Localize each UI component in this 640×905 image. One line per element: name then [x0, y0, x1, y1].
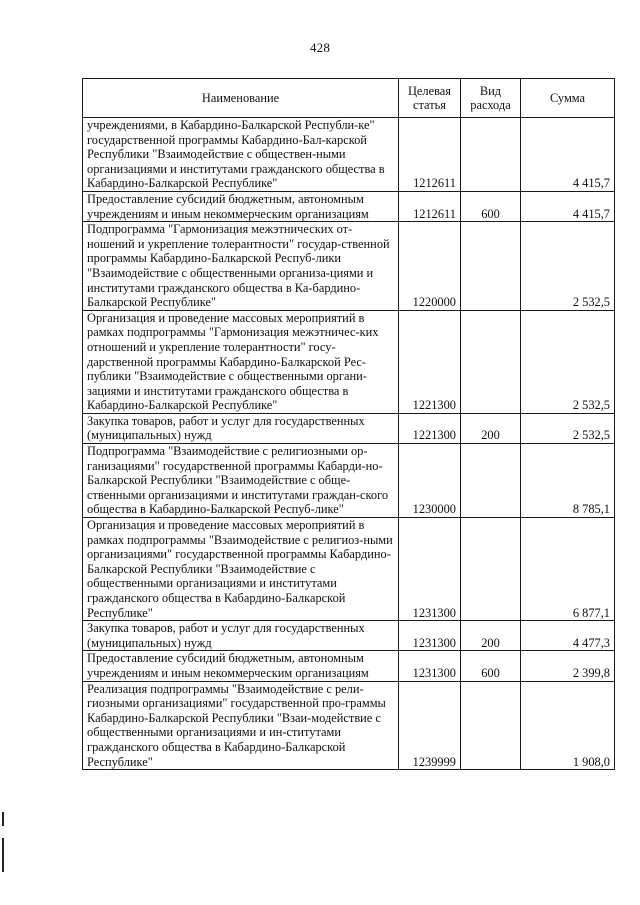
row-sum: 4 415,7 — [521, 191, 615, 221]
row-sum: 2 532,5 — [521, 413, 615, 443]
header-target-article: Целевая статья — [399, 79, 461, 118]
row-target-article: 1231300 — [399, 651, 461, 681]
row-sum: 2 399,8 — [521, 651, 615, 681]
row-name: Организация и проведение массовых мероприятий в рамках подпрограммы "Гармонизация межэтничес-ких отношений и укрепление толерантности" госу-дарственной программы Кабардино-Балкарской Рес-публики "Взаимодействие с общественными органи-зациями и институтами гражданского общества в Кабардино-Балкарской Республике" — [83, 310, 399, 413]
table-row — [83, 191, 615, 221]
row-sum: 6 877,1 — [521, 518, 615, 621]
row-sum: 2 532,5 — [521, 310, 615, 413]
table-row — [83, 444, 615, 518]
row-target-article: 1221300 — [399, 413, 461, 443]
row-sum: 4 415,7 — [521, 118, 615, 192]
table-row — [83, 118, 615, 192]
row-name: Реализация подпрограммы "Взаимодействие с рели-гиозными организациями" государственной про-граммы Кабардино-Балкарской Республики "Взаи-модействие с общественными организациями и ин-ститутами гражданского общества в Кабардино-Балкарской Республике" — [83, 681, 399, 770]
table-row — [83, 222, 615, 311]
row-name: Подпрограмма "Гармонизация межэтнических от-ношений и укрепление толерантности" государ-ственной программы Кабардино-Балкарской Респуб-лики "Взаимодействие с общественными организа-циями и институтами гражданского общества в Ка-бардино-Балкарской Республике" — [83, 222, 399, 311]
row-target-article: 1231300 — [399, 621, 461, 651]
row-target-article: 1239999 — [399, 681, 461, 770]
row-target-article: 1212611 — [399, 191, 461, 221]
row-name: Предоставление субсидий бюджетным, автономным учреждениям и иным некоммерческим организациям — [83, 651, 399, 681]
row-name: учреждениями, в Кабардино-Балкарской Республи-ке" государственной программы Кабардино-Бал-карской Республики "Взаимодействие с обществен-ными организациями и институтами гражданского общества в Кабардино-Балкарской Республике" — [83, 118, 399, 192]
header-name: Наименование — [83, 79, 399, 118]
row-target-article: 1231300 — [399, 518, 461, 621]
row-expense-type — [461, 222, 521, 311]
table-row — [83, 413, 615, 443]
margin-binding-mark — [2, 838, 4, 872]
row-expense-type — [461, 444, 521, 518]
row-expense-type — [461, 681, 521, 770]
table-row — [83, 518, 615, 621]
row-name: Закупка товаров, работ и услуг для государственных (муниципальных) нужд — [83, 413, 399, 443]
row-name: Подпрограмма "Взаимодействие с религиозными ор-ганизациями" государственной программы Кабарди-но-Балкарской Республики "Взаимодействие с обще-ственными организациями и институтами граждан-ского общества в Кабардино-Балкарской Респуб-лике" — [83, 444, 399, 518]
row-expense-type: 600 — [461, 191, 521, 221]
row-expense-type: 200 — [461, 621, 521, 651]
row-target-article: 1220000 — [399, 222, 461, 311]
budget-table — [82, 78, 615, 770]
row-name: Предоставление субсидий бюджетным, автономным учреждениям и иным некоммерческим организациям — [83, 191, 399, 221]
row-sum: 8 785,1 — [521, 444, 615, 518]
row-name: Организация и проведение массовых мероприятий в рамках подпрограммы "Взаимодействие с религиоз-ными организациями" государственной программы Кабардино-Балкарской Республики "Взаимодействие с общественными организациями и институтами гражданского общества в Кабардино-Балкарской Республике" — [83, 518, 399, 621]
row-expense-type: 200 — [461, 413, 521, 443]
row-expense-type: 600 — [461, 651, 521, 681]
header-expense-type: Вид расхода — [461, 79, 521, 118]
row-target-article: 1230000 — [399, 444, 461, 518]
table-row — [83, 310, 615, 413]
row-target-article: 1212611 — [399, 118, 461, 192]
table-header-row — [83, 79, 615, 118]
row-sum: 1 908,0 — [521, 681, 615, 770]
row-target-article: 1221300 — [399, 310, 461, 413]
row-expense-type — [461, 310, 521, 413]
table-row — [83, 621, 615, 651]
table-row — [83, 681, 615, 770]
margin-binding-mark — [2, 812, 4, 826]
page-number: 428 — [309, 40, 331, 55]
row-sum: 2 532,5 — [521, 222, 615, 311]
row-name: Закупка товаров, работ и услуг для государственных (муниципальных) нужд — [83, 621, 399, 651]
header-sum: Сумма — [521, 79, 615, 118]
row-sum: 4 477,3 — [521, 621, 615, 651]
row-expense-type — [461, 118, 521, 192]
table-row — [83, 651, 615, 681]
row-expense-type — [461, 518, 521, 621]
